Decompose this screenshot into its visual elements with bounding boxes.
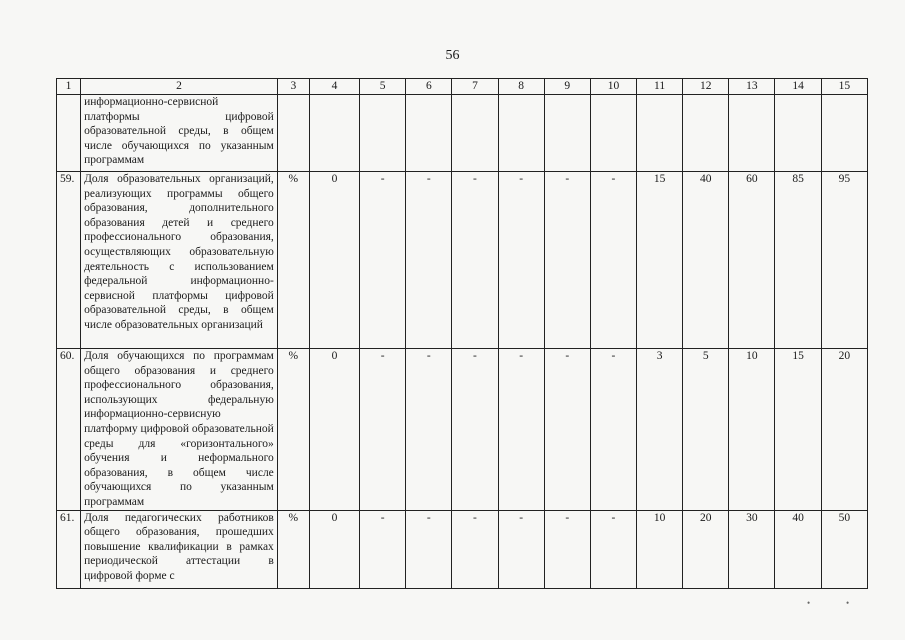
value-cell: 20	[821, 349, 867, 511]
value-cell	[821, 95, 867, 172]
value-cell	[729, 95, 775, 172]
value-cell: 20	[683, 510, 729, 588]
scan-mark: •	[846, 598, 850, 608]
page-number: 56	[445, 48, 460, 63]
header-cell: 15	[821, 79, 867, 95]
value-cell	[544, 95, 590, 172]
value-cell	[452, 95, 498, 172]
table-row	[57, 95, 868, 172]
value-cell: 30	[729, 510, 775, 588]
value-cell: -	[452, 510, 498, 588]
header-cell: 9	[544, 79, 590, 95]
value-cell: 60	[729, 172, 775, 349]
indicator-name: Доля педагогических работников общего образования, прошедших повышение квалификации в рамках периодической аттестации в цифровой форме с	[81, 510, 278, 588]
value-cell: -	[544, 510, 590, 588]
value-cell	[360, 95, 406, 172]
row-number: 60.	[57, 349, 81, 511]
value-cell	[775, 95, 821, 172]
row-number: 59.	[57, 172, 81, 349]
value-cell: 0	[309, 510, 359, 588]
header-cell: 1	[57, 79, 81, 95]
header-cell: 13	[729, 79, 775, 95]
value-cell: -	[406, 510, 452, 588]
indicator-name: Доля образовательных организаций, реализующих программы общего образования, дополнительного образования детей и среднего профессионального образования, осуществляющих образовательную деятельность с использованием федеральной информационно-сервисной платформы цифровой образовательной среды, в общем числе образовательных организаций	[81, 172, 278, 349]
value-cell	[498, 95, 544, 172]
value-cell: -	[590, 510, 636, 588]
value-cell: -	[590, 349, 636, 511]
value-cell	[309, 95, 359, 172]
value-cell: 15	[775, 349, 821, 511]
value-cell: 40	[683, 172, 729, 349]
indicator-name: информационно-сервисной платформы цифровой образовательной среды, в общем числе обучающихся по указанным программам	[81, 95, 278, 172]
value-cell: -	[360, 510, 406, 588]
unit-cell: %	[277, 510, 309, 588]
value-cell: 50	[821, 510, 867, 588]
indicator-table	[56, 78, 868, 589]
table-header-row	[57, 79, 868, 95]
unit-cell: %	[277, 349, 309, 511]
value-cell: -	[452, 172, 498, 349]
value-cell: 3	[637, 349, 683, 511]
value-cell	[683, 95, 729, 172]
table-row	[57, 349, 868, 511]
row-number	[57, 95, 81, 172]
row-number: 61.	[57, 510, 81, 588]
value-cell	[637, 95, 683, 172]
indicator-name: Доля обучающихся по программам общего образования и среднего профессионального образования, использующих федеральную информационно-сервисную платформу цифровой образовательной среды для «горизонтального» обучения и неформального образования, в общем числе обучающихся по указанным программам	[81, 349, 278, 511]
table-row	[57, 172, 868, 349]
value-cell: 0	[309, 349, 359, 511]
value-cell: -	[360, 349, 406, 511]
header-cell: 10	[590, 79, 636, 95]
value-cell: -	[498, 510, 544, 588]
value-cell: 95	[821, 172, 867, 349]
header-cell: 5	[360, 79, 406, 95]
header-cell: 14	[775, 79, 821, 95]
header-cell: 11	[637, 79, 683, 95]
value-cell: -	[498, 349, 544, 511]
header-cell: 12	[683, 79, 729, 95]
value-cell: 85	[775, 172, 821, 349]
header-cell: 8	[498, 79, 544, 95]
value-cell: -	[360, 172, 406, 349]
value-cell	[406, 95, 452, 172]
value-cell: -	[452, 349, 498, 511]
header-cell: 7	[452, 79, 498, 95]
value-cell: -	[590, 172, 636, 349]
header-cell: 6	[406, 79, 452, 95]
value-cell: 40	[775, 510, 821, 588]
unit-cell	[277, 95, 309, 172]
value-cell: -	[544, 349, 590, 511]
value-cell: 10	[729, 349, 775, 511]
header-cell: 3	[277, 79, 309, 95]
value-cell: 0	[309, 172, 359, 349]
table-row	[57, 510, 868, 588]
value-cell: 10	[637, 510, 683, 588]
value-cell: 5	[683, 349, 729, 511]
value-cell: -	[544, 172, 590, 349]
unit-cell: %	[277, 172, 309, 349]
scan-mark: •	[807, 598, 811, 608]
header-cell: 2	[81, 79, 278, 95]
value-cell: 15	[637, 172, 683, 349]
value-cell	[590, 95, 636, 172]
header-cell: 4	[309, 79, 359, 95]
value-cell: -	[498, 172, 544, 349]
value-cell: -	[406, 172, 452, 349]
value-cell: -	[406, 349, 452, 511]
